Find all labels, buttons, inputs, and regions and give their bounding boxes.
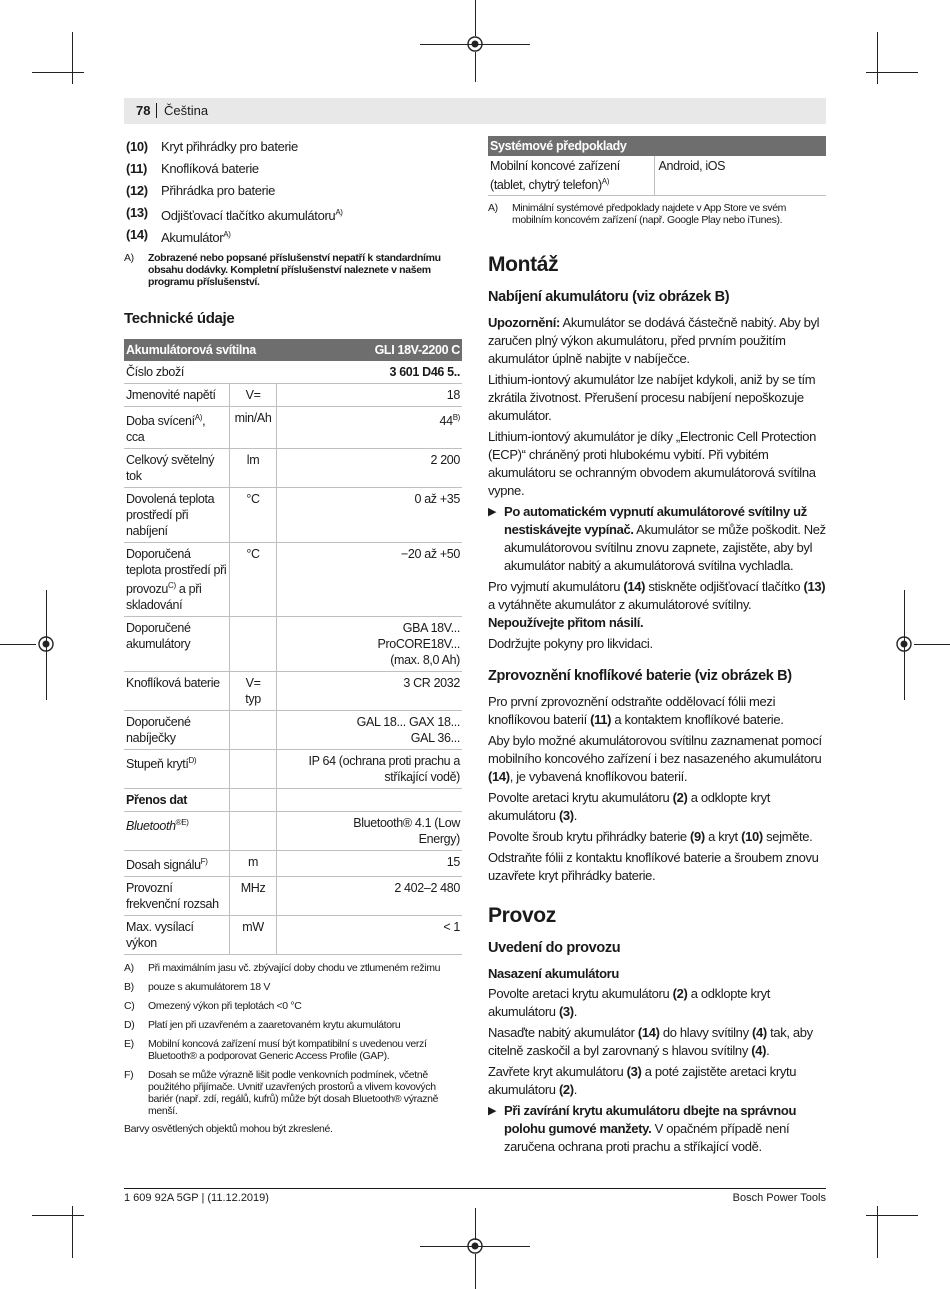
left-column xyxy=(124,138,462,1135)
accessory-note: A) Zobrazené nebo popsané příslušenství nepatří k standardnímu obsahu dodávky. Kompletní příslušenství naleznete v našem programu příslušenství. xyxy=(124,252,441,288)
system-requirements-table: Systémové předpoklady Mobilní koncové zařízení (tablet, chytrý telefon)$^{A)}$ Android, iOS xyxy=(488,136,826,196)
paragraph: Lithium-iontový akumulátor lze nabíjet kdykoli, aniž by se tím zkrátila životnost. Přerušení procesu nabíjení nepoškozuje akumulátor. xyxy=(488,372,816,423)
crop-mark xyxy=(0,644,36,645)
subsection-title: Zprovoznění knoflíkové baterie (viz obrázek B) xyxy=(488,668,792,684)
spec-footnotes xyxy=(124,962,462,1117)
key-item xyxy=(124,204,462,226)
key-number: (10) xyxy=(126,139,148,154)
paragraph: Pro první zprovoznění odstraňte oddělovací fólii mezi knoflíkovou baterií (11) a kontaktem knoflíkové baterie. xyxy=(488,694,784,727)
paragraph: Povolte aretaci krytu akumulátoru (2) a odklopte kryt akumulátoru (3). xyxy=(488,986,771,1019)
table-row: Číslo zboží 3 601 D46 5.. xyxy=(124,361,462,384)
footnote: F) Dosah se může výrazně lišit podle venkovních podmínek, včetně použitého přijímače. Uvnitř uzavřených prostorů a vlivem kovových bariér (např. zdí, regálů, kufrů) může být dosah Bluetooth® výrazně menší. xyxy=(124,1069,439,1117)
table-row: Stupeň krytí$^{D)}$ IP 64 (ochrana proti prachu a stříkající vodě) xyxy=(124,750,462,789)
key-item xyxy=(124,182,462,204)
key-text: Knoflíková baterie xyxy=(161,161,259,176)
subsection-title: Uvedení do provozu xyxy=(488,940,621,956)
key-item xyxy=(124,226,462,248)
table-row: Provozní frekvenční rozsah MHz 2 402–2 480 xyxy=(124,877,462,916)
registration-mark-icon xyxy=(466,35,484,53)
key-text: Odjišťovací tlačítko akumulátoru$^{A)}$ xyxy=(161,208,343,223)
paragraph: Pro vyjmutí akumulátoru (14) stiskněte odjišťovací tlačítko (13) a vytáhněte akumulátor z akumulátorové svítilny. Nepoužívejte přitom násilí. xyxy=(488,579,826,630)
tech-data-title: Technické údaje xyxy=(124,310,235,327)
registration-mark-icon xyxy=(37,635,55,653)
triangle-bullet-icon: ▶ xyxy=(488,506,497,518)
table-row: Doporučené nabíječky GAL 18... GAX 18... GAL 36... xyxy=(124,711,462,750)
section-title-montaz: Montáž xyxy=(488,253,559,276)
key-number: (12) xyxy=(126,183,148,198)
key-list xyxy=(124,138,462,248)
table-row: Max. vysílací výkon mW < 1 xyxy=(124,916,462,955)
paragraph: Odstraňte fólii z kontaktu knoflíkové baterie a šroubem znovu uzavřete kryt přihrádky baterie. xyxy=(488,850,819,883)
crop-mark xyxy=(866,72,918,73)
table-row: Celkový světelný tok lm 2 200 xyxy=(124,449,462,488)
footer-document-id: 1 609 92A 5GP | (11.12.2019) xyxy=(124,1192,269,1204)
subsubsection-title: Nasazení akumulátoru xyxy=(488,966,619,981)
key-number: (13) xyxy=(126,205,148,220)
color-note: Barvy osvětlených objektů mohou být zkreslené. xyxy=(124,1123,333,1135)
crop-mark xyxy=(475,1208,476,1240)
crop-mark xyxy=(475,0,476,36)
key-text: Kryt přihrádky pro baterie xyxy=(161,139,298,154)
crop-mark xyxy=(475,52,476,82)
table-row: Jmenovité napětí V= 18 xyxy=(124,384,462,407)
crop-mark xyxy=(877,1206,878,1258)
footnote: E) Mobilní koncová zařízení musí být kompatibilní s uvedenou verzí Bluetooth® a podporovat Generic Access Profile (GAP). xyxy=(124,1038,427,1062)
paragraph: Povolte aretaci krytu akumulátoru (2) a odklopte kryt akumulátoru (3). xyxy=(488,790,771,823)
crop-mark xyxy=(877,32,878,84)
language-label: Čeština xyxy=(164,103,209,118)
key-item xyxy=(124,160,462,182)
footnote: B) pouze s akumulátorem 18 V xyxy=(124,981,270,993)
crop-mark xyxy=(866,1215,918,1216)
paragraph: Nasaďte nabitý akumulátor (14) do hlavy svítilny (4) tak, aby citelně zaskočil a byl zarovnaný s hlavou svítilny (4). xyxy=(488,1025,813,1058)
crop-mark xyxy=(72,1206,73,1258)
crop-mark xyxy=(72,32,73,84)
registration-mark-icon xyxy=(466,1237,484,1255)
crop-mark xyxy=(32,72,84,73)
table-row: Doporučené akumulátory GBA 18V... ProCORE18V... (max. 8,0 Ah) xyxy=(124,617,462,672)
page-header xyxy=(124,98,826,124)
footnote: C) Omezený výkon při teplotách <0 °C xyxy=(124,1000,302,1012)
table-row: Dosah signálu$^{F)}$ m 15 xyxy=(124,851,462,877)
paragraph: Dodržujte pokyny pro likvidaci. xyxy=(488,636,653,651)
paragraph: Lithium-iontový akumulátor je díky „Electronic Cell Protection (ECP)“ chráněný proti hlubokému vybití. Při vybitém akumulátoru se ochranným obvodem akumulátorová svítilna vypne. xyxy=(488,429,816,498)
paragraph: Aby bylo možné akumulátorovou svítilnu zaznamenat pomocí mobilního koncového zařízení i bez nasazeného akumulátoru (14), je vybavená knoflíkovou baterií. xyxy=(488,733,822,784)
table-row: Doporučená teplota prostředí při provozu$^{C)}$ a při skladování °C −20 až +50 xyxy=(124,543,462,617)
table-row: Bluetooth$^{®E)}$ Bluetooth® 4.1 (Low Energy) xyxy=(124,812,462,851)
paragraph: Upozornění: Akumulátor se dodává částečně nabitý. Aby byl zaručen plný výkon akumulátoru, před prvním použitím akumulátor úplně nabijte v nabíječce. xyxy=(488,315,820,366)
footer-brand: Bosch Power Tools xyxy=(732,1192,826,1204)
crop-mark xyxy=(914,644,950,645)
footer-divider xyxy=(124,1188,826,1189)
footnote: D) Platí jen při uzavřeném a zaaretovaném krytu akumulátoru xyxy=(124,1019,401,1031)
registration-mark-icon xyxy=(895,635,913,653)
key-text: Akumulátor$^{A)}$ xyxy=(161,230,231,245)
table-row: Doba svícení$^{A)}$, cca min/Ah $44^{B)}$ xyxy=(124,407,462,449)
paragraph: Povolte šroub krytu přihrádky baterie (9) a kryt (10) sejměte. xyxy=(488,829,813,844)
footnote: A) Při maximálním jasu vč. zbývající doby chodu ve ztlumeném režimu xyxy=(124,962,441,974)
table-row: Dovolená teplota prostředí při nabíjení °C 0 až +35 xyxy=(124,488,462,543)
header-divider xyxy=(156,103,157,118)
table-row: Mobilní koncové zařízení (tablet, chytrý telefon)$^{A)}$ Android, iOS xyxy=(488,156,826,196)
warning-bullet: ▶ Po automatickém vypnutí akumulátorové svítilny už nestiskávejte vypínač. Akumulátor se může poškodit. Než akumulátorovou svítilnu znovu zapnete, zajistěte, aby byl akumulátor nabitý a akumulátorová svítilna vychladla. xyxy=(488,504,826,573)
key-item xyxy=(124,138,462,160)
triangle-bullet-icon: ▶ xyxy=(488,1105,497,1117)
section-title-provoz: Provoz xyxy=(488,904,556,927)
footnote: A) Minimální systémové předpoklady najdete v App Store ve svém mobilním koncovém zařízení (např. Google Play nebo iTunes). xyxy=(488,202,787,226)
crop-mark xyxy=(32,1215,84,1216)
subsection-title: Nabíjení akumulátoru (viz obrázek B) xyxy=(488,289,730,305)
table-row: Knoflíková baterie V= typ 3 CR 2032 xyxy=(124,672,462,711)
key-number: (11) xyxy=(126,161,148,176)
paragraph: Zavřete kryt akumulátoru (3) a poté zajistěte aretaci krytu akumulátoru (2). xyxy=(488,1064,797,1097)
key-number: (14) xyxy=(126,227,148,242)
key-text: Přihrádka pro baterie xyxy=(161,183,276,198)
table-subheader: Přenos dat xyxy=(124,789,462,812)
warning-bullet: ▶ Při zavírání krytu akumulátoru dbejte na správnou polohu gumové manžety. V opačném případě není zaručena ochrana proti prachu a stříkající vodě. xyxy=(488,1103,797,1154)
page-number: 78 xyxy=(136,103,151,118)
crop-mark xyxy=(475,1254,476,1289)
spec-table-header: Akumulátorová svítilna GLI 18V-2200 C xyxy=(124,339,462,361)
spec-table xyxy=(124,339,462,955)
right-column xyxy=(488,136,826,1159)
